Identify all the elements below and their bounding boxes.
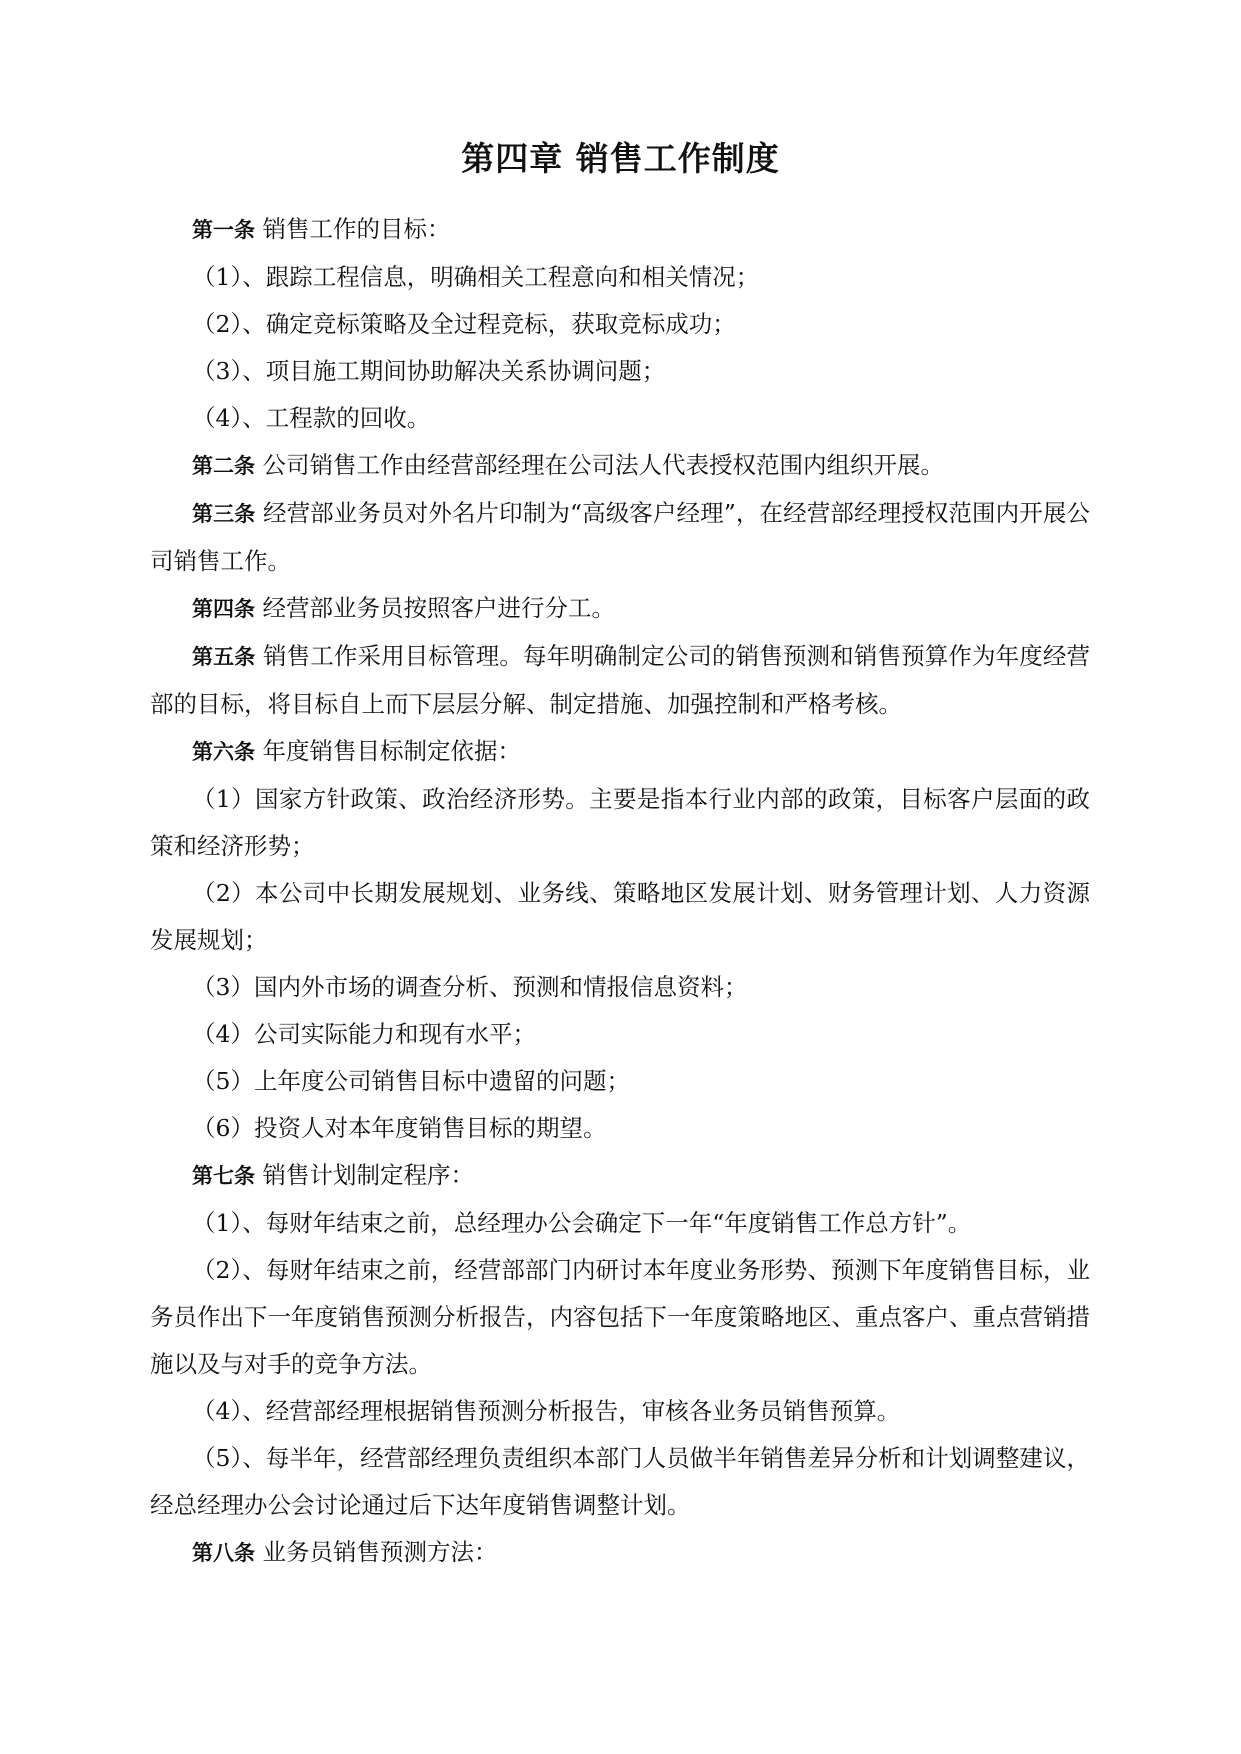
article-text: 经营部业务员对外名片印制为“高级客户经理”，在经营部经理授权范围内开展公司销售工作。 — [150, 499, 1091, 575]
article-text: 经营部业务员按照客户进行分工。 — [262, 594, 615, 622]
article-5 — [150, 633, 1090, 728]
article-label: 第五条 — [192, 645, 256, 669]
list-item: （3）、项目施工期间协助解决关系协调问题； — [192, 357, 666, 385]
article-3 — [150, 490, 1090, 585]
article-label: 第一条 — [192, 218, 255, 242]
article-8 — [150, 1529, 1090, 1577]
article-label: 第三条 — [192, 502, 256, 526]
article-label: 第二条 — [192, 454, 255, 478]
article-text: 公司销售工作由经营部经理在公司法人代表授权范围内组织开展。 — [262, 451, 944, 479]
document-body — [150, 206, 1090, 1577]
article-label: 第四条 — [192, 597, 255, 621]
list-item: （1）、每财年结束之前，总经理办公会确定下一年“年度销售工作总方针”。 — [192, 1209, 972, 1237]
list-item: （2）、每财年结束之前，经营部部门内研讨本年度业务形势、预测下年度销售目标，业务员作出下一年度销售预测分析报告，内容包括下一年度策略地区、重点客户、重点营销措施以及与对手的竞争方法。 — [150, 1256, 1090, 1378]
article-text: 年度销售目标制定依据： — [262, 737, 521, 765]
article-label: 第八条 — [192, 1541, 255, 1565]
list-item: （6）投资人对本年度销售目标的期望。 — [192, 1114, 607, 1142]
article-2 — [150, 442, 1090, 490]
list-item: （4）、经营部经理根据销售预测分析报告，审核各业务员销售预算。 — [192, 1397, 901, 1425]
list-item: （5）、每半年，经营部经理负责组织本部门人员做半年销售差异分析和计划调整建议，经总经理办公会讨论通过后下达年度销售调整计划。 — [150, 1444, 1090, 1519]
list-item: （4）、工程款的回收。 — [192, 404, 431, 432]
article-text: 销售工作的目标： — [262, 215, 451, 243]
list-item: （4）公司实际能力和现有水平； — [192, 1020, 536, 1048]
article-text: 销售计划制定程序： — [262, 1161, 474, 1189]
chapter-title: 第四章 销售工作制度 — [461, 139, 780, 178]
list-item: （5）上年度公司销售目标中遗留的问题； — [192, 1067, 630, 1095]
list-item: （1）、跟踪工程信息，明确相关工程意向和相关情况； — [192, 263, 760, 291]
list-item: （1）国家方针政策、政治经济形势。主要是指本行业内部的政策，目标客户层面的政策和经济形势； — [150, 785, 1090, 860]
article-text: 销售工作采用目标管理。每年明确制定公司的销售预测和销售预算作为年度经营部的目标，将目标自上而下层层分解、制定措施、加强控制和严格考核。 — [150, 642, 1091, 718]
article-label: 第七条 — [192, 1164, 255, 1188]
list-item: （3）国内外市场的调查分析、预测和情报信息资料； — [192, 973, 748, 1001]
list-item: （2）本公司中长期发展规划、业务线、策略地区发展计划、财务管理计划、人力资源发展规划； — [150, 879, 1090, 954]
article-text: 业务员销售预测方法： — [262, 1538, 498, 1566]
list-item: （2）、确定竞标策略及全过程竞标，获取竞标成功； — [192, 310, 736, 338]
article-1 — [150, 206, 1090, 254]
article-6 — [150, 728, 1090, 776]
article-7 — [150, 1152, 1090, 1200]
article-label: 第六条 — [192, 740, 255, 764]
article-4 — [150, 585, 1090, 633]
